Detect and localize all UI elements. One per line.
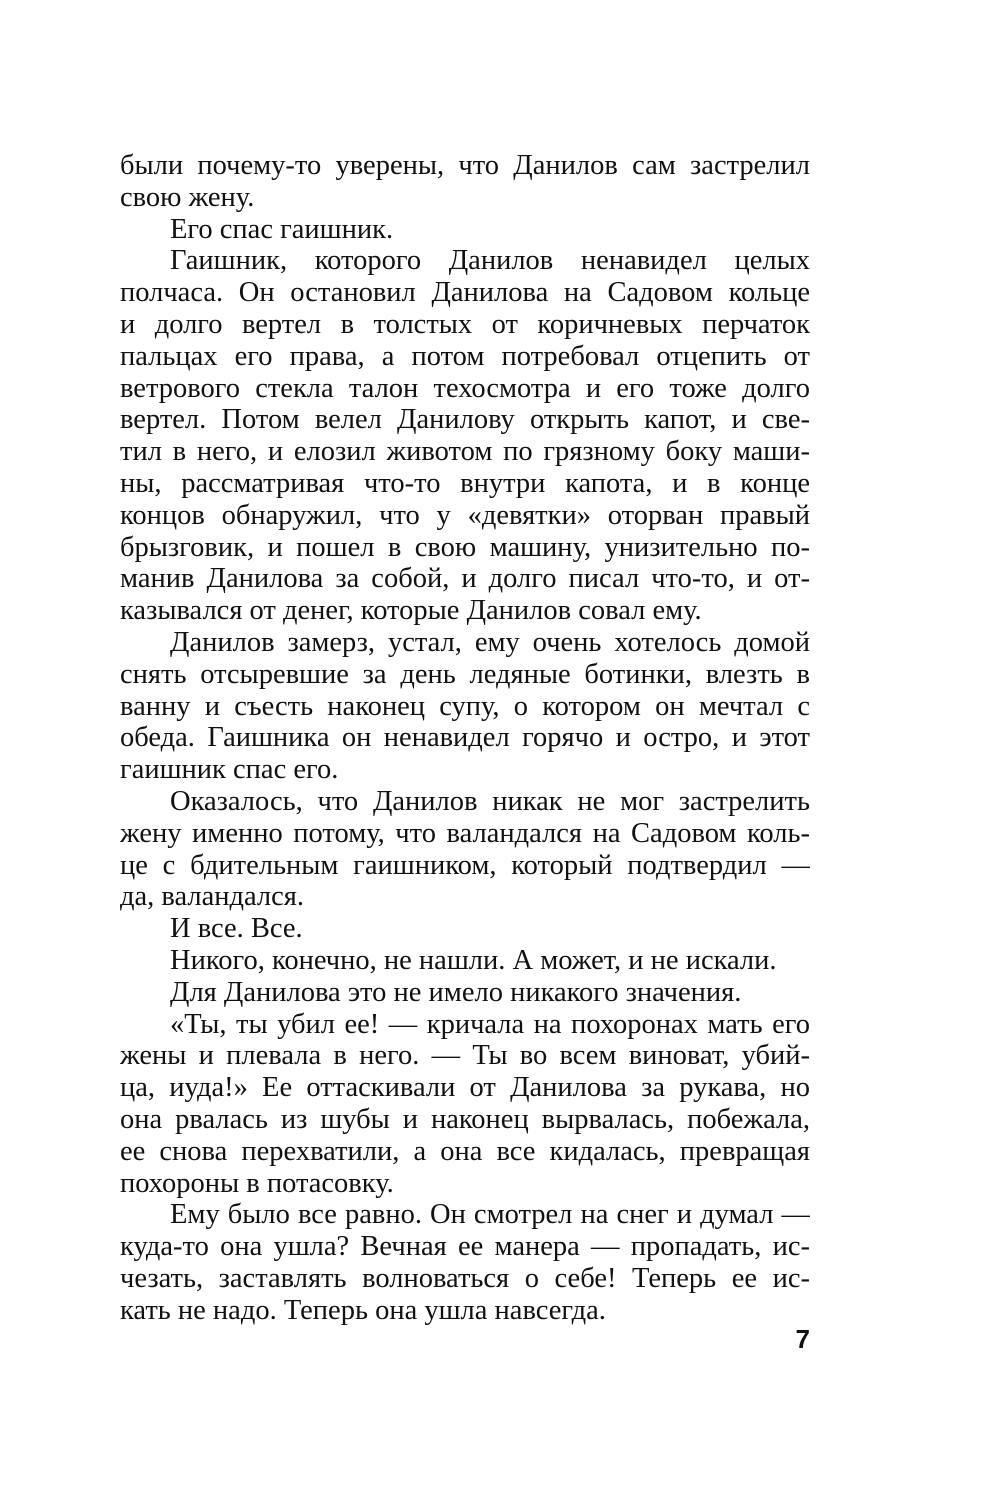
text-line: снять отсыревшие за день ледяные ботинки, влезть в: [120, 658, 810, 690]
text-line: и долго вертел в толстых от коричневых перчаток: [120, 308, 810, 340]
page-number: 7: [795, 1324, 810, 1354]
text-line: ны, рассматривая что-то внутри капота, и в конце: [120, 467, 810, 499]
body-text: [120, 150, 810, 1326]
text-line: жену именно потому, что валандался на Садовом коль-: [120, 817, 810, 849]
text-line: ее снова перехватили, а она все кидалась, превращая: [120, 1135, 810, 1167]
text-line: были почему-то уверены, что Данилов сам застрелил: [120, 150, 810, 181]
text-line: свою жену.: [120, 181, 255, 213]
text-line: тил в него, и елозил животом по грязному боку маши-: [120, 436, 810, 468]
paragraph-start-line: «Ты, ты убил ее! — кричала на похоронах мать его: [170, 1008, 810, 1040]
text-line: це с бдительным гаишником, который подтвердил —: [120, 849, 810, 881]
text-line: похороны в потасовку.: [120, 1167, 394, 1199]
text-line: брызговик, и пошел в свою машину, унизительно по-: [120, 531, 810, 563]
text-line: ванну и съесть наконец супу, о котором он мечтал с: [120, 690, 810, 722]
text-line: казывался от денег, которые Данилов совал ему.: [120, 595, 702, 627]
text-line: чезать, заставлять волноваться о себе! Теперь ее ис-: [120, 1262, 810, 1294]
text-line: жены и плевала в него. — Ты во всем виноват, убий-: [120, 1040, 810, 1072]
text-line: она рвалась из шубы и наконец вырвалась, побежала,: [120, 1103, 810, 1135]
text-line: обеда. Гаишника он ненавидел горячо и остро, и этот: [120, 722, 810, 754]
paragraph-start-line: Для Данилова это не имело никакого значения.: [170, 976, 742, 1008]
text-line: полчаса. Он остановил Данилова на Садовом кольце: [120, 277, 810, 309]
paragraph-start-line: Ему было все равно. Он смотрел на снег и думал —: [170, 1199, 810, 1231]
text-line: вертел. Потом велел Данилову открыть капот, и све-: [120, 404, 810, 436]
text-line: пальцах его права, а потом потребовал отцепить от: [120, 340, 810, 372]
text-line: ветрового стекла талон техосмотра и его тоже долго: [120, 372, 810, 404]
paragraph-start-line: Его спас гаишник.: [170, 213, 394, 245]
text-line: манив Данилова за собой, и долго писал что-то, и от-: [120, 563, 810, 595]
text-line: концов обнаружил, что у «девятки» оторван правый: [120, 499, 810, 531]
text-line: кать не надо. Теперь она ушла навсегда.: [120, 1294, 606, 1326]
text-line: да, валандался.: [120, 881, 305, 913]
text-line: гаишник спас его.: [120, 754, 339, 786]
paragraph-start-line: Оказалось, что Данилов никак не мог застрелить: [170, 785, 810, 817]
paragraph-start-line: Никого, конечно, не нашли. А может, и не искали.: [170, 944, 777, 976]
paragraph-start-line: Гаишник, которого Данилов ненавидел целых: [170, 245, 810, 277]
text-line: ца, иуда!» Ее оттаскивали от Данилова за рукава, но: [120, 1072, 810, 1104]
paragraph-start-line: Данилов замерз, устал, ему очень хотелось домой: [170, 626, 810, 658]
text-line: куда-то она ушла? Вечная ее манера — пропадать, ис-: [120, 1231, 810, 1263]
paragraph-start-line: И все. Все.: [170, 913, 303, 945]
